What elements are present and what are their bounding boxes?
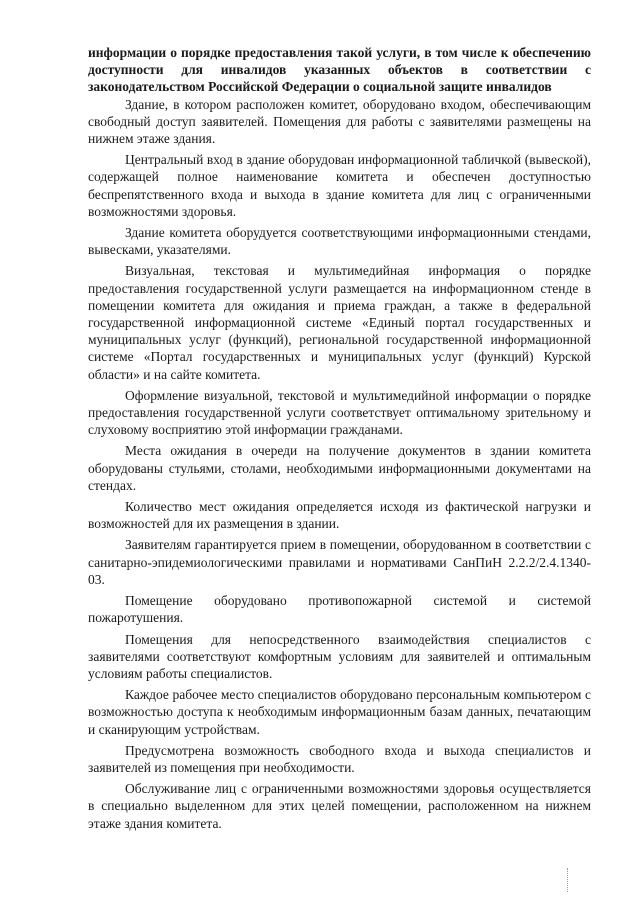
document-page: [88, 44, 591, 836]
section-heading: информации о порядке предоставления такой услуги, в том числе к обеспечению доступности для инвалидов указанных объектов в соответствии с законодательством Российской Федерации о социальной защите инвалидов: [88, 45, 591, 95]
paragraph-building-entrance: Здание, в котором расположен комитет, оборудовано входом, обеспечивающим свободный доступ заявителей. Помещения для работы с заявителями размещены на нижнем этаже здания.: [88, 96, 591, 147]
paragraph-info-stands: Здание комитета оборудуется соответствующими информационными стендами, вывесками, указателями.: [88, 225, 591, 258]
paragraph-fire-safety: Помещение оборудовано противопожарной системой и системой пожаротушения.: [88, 593, 591, 626]
paragraph-waiting-places: Места ожидания в очереди на получение документов в здании комитета оборудованы стульями, столами, необходимыми информационными документами на стендах.: [88, 443, 591, 493]
scan-artifact-line: [567, 868, 569, 892]
paragraph-visual-information: Визуальная, текстовая и мультимедийная информация о порядке предоставления государственной услуги размещается на информационном стенде в помещении комитета для ожидания и приема граждан, а также в федеральной государственной информационной системе «Единый портал государственных и муниципальных услуг (функций), региональной государственной информационной системе «Портал государственных и муниципальных услуг (функций) Курской области» и на сайте комитета.: [88, 263, 591, 382]
paragraph-central-entrance: Центральный вход в здание оборудован информационной табличкой (вывеской), содержащей полное наименование комитета и обеспечен доступностью беспрепятственного входа и выхода в здание комитета для лиц с ограниченными возможностями здоровья.: [88, 152, 591, 219]
paragraph-interaction-rooms: Помещения для непосредственного взаимодействия специалистов с заявителями соответствуют комфортным условиям для заявителей и оптимальным условиям работы специалистов.: [88, 631, 591, 681]
paragraph-free-entry-exit: Предусмотрена возможность свободного входа и выхода специалистов и заявителей из помещения при необходимости.: [88, 742, 591, 775]
paragraph-information-design: Оформление визуальной, текстовой и мультимедийной информации о порядке предоставления государственной услуги соответствует оптимальному зрительному и слуховому восприятию этой информации гражданами.: [88, 387, 591, 438]
paragraph-disabled-service: Обслуживание лиц с ограниченными возможностями здоровья осуществляется в специально выделенном для этих целей помещении, расположенном на нижнем этаже здания комитета.: [88, 781, 591, 831]
paragraph-sanitary-norms: Заявителям гарантируется прием в помещении, оборудованном в соответствии с санитарно-эпидемиологическими правилами и нормативами СанПиН 2.2.2/2.4.1340-03.: [88, 537, 591, 587]
paragraph-waiting-capacity: Количество мест ожидания определяется исходя из фактической нагрузки и возможностей для их размещения в здании.: [88, 499, 591, 532]
paragraph-workplaces: Каждое рабочее место специалистов оборудовано персональным компьютером с возможностью доступа к необходимым информационным базам данных, печатающим и сканирующим устройствам.: [88, 687, 591, 737]
